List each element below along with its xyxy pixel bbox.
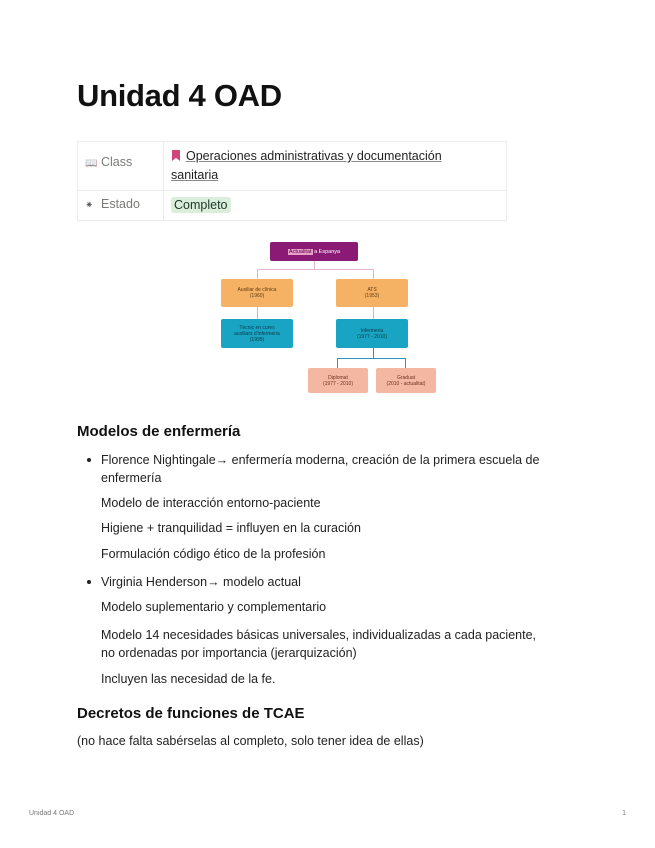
section-heading-decretos: Decretos de funciones de TCAE <box>77 705 305 722</box>
diagram-box-actualitat: Actualitat a Espanya <box>270 242 358 261</box>
paragraph: (no hace falta sabérselas al completo, solo tener idea de ellas) <box>77 734 424 748</box>
page-number: 1 <box>622 810 626 817</box>
paragraph: Incluyen las necesidad de la fe. <box>101 672 276 686</box>
book-icon: 📖 <box>85 158 98 169</box>
class-link[interactable]: Operaciones administrativas y documentación sanitaria <box>171 149 442 182</box>
diagram-box-graduat: Graduat (2010 - actualitat) <box>376 368 436 393</box>
diagram-box-auxiliar: Auxiliar de clínica (1960) <box>221 279 293 307</box>
property-label-class: 📖 Class <box>78 142 164 191</box>
footer-title: Unidad 4 OAD <box>29 810 75 817</box>
status-badge[interactable]: Completo <box>171 197 231 213</box>
bullet-icon <box>87 580 91 584</box>
spinner-icon: ⁕ <box>85 200 94 211</box>
paragraph: Higiene + tranquilidad = influyen en la curación <box>101 521 361 535</box>
property-value-class[interactable] <box>164 142 507 191</box>
section-heading-modelos: Modelos de enfermería <box>77 423 241 440</box>
diagram-box-diplomat: Diplomat (1977 - 2010) <box>308 368 368 393</box>
diagram-box-tcae: Tècnic en cures auxiliars d'infermeria (1995) <box>221 319 293 348</box>
paragraph: Modelo suplementario y complementario <box>101 600 327 614</box>
bookmark-icon <box>172 150 180 161</box>
bullet-icon <box>87 458 91 462</box>
property-value-estado[interactable] <box>164 191 507 221</box>
page-title: Unidad 4 OAD <box>77 78 282 113</box>
diagram-box-infermeria: Infermeria (1977 - 2010) <box>336 319 408 348</box>
property-row-class <box>78 142 507 191</box>
paragraph: Modelo 14 necesidades básicas universales, individualizadas a cada paciente, no ordenadas por importancia (jerarquización) <box>101 628 536 660</box>
diagram-box-ats: ATS (1953) <box>336 279 408 307</box>
paragraph: Modelo de interacción entorno-paciente <box>101 496 321 510</box>
properties-table <box>77 141 507 221</box>
property-row-estado <box>78 191 507 221</box>
paragraph: Formulación código ético de la profesión <box>101 547 326 561</box>
property-label-estado: ⁕ Estado <box>78 191 164 221</box>
org-chart-image <box>220 242 440 394</box>
